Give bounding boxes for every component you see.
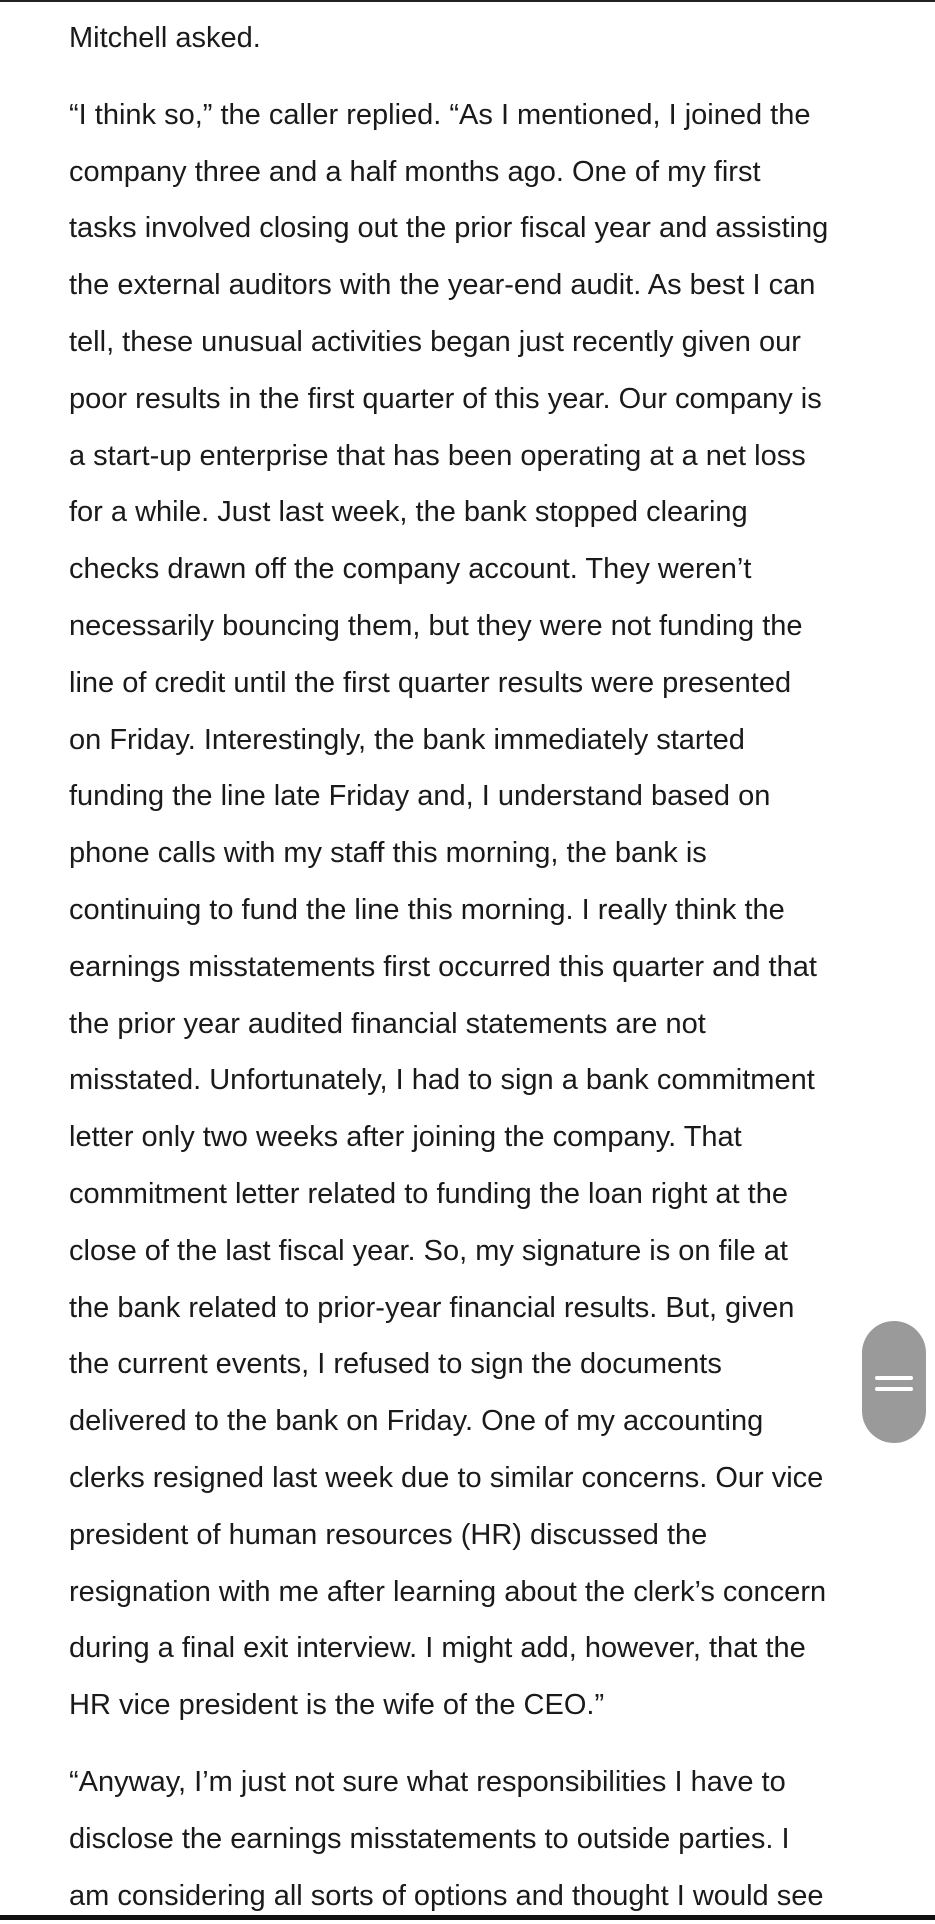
text-line: line of credit until the first quarter results were presented xyxy=(69,655,875,712)
paragraph xyxy=(69,1754,875,1924)
paragraph xyxy=(69,87,875,1734)
text-line: necessarily bouncing them, but they were not funding the xyxy=(69,598,875,655)
text-line: checks drawn off the company account. They weren’t xyxy=(69,541,875,598)
text-line: funding the line late Friday and, I understand based on xyxy=(69,768,875,825)
text-line: the bank related to prior-year financial results. But, given xyxy=(69,1280,875,1337)
text-line: HR vice president is the wife of the CEO.” xyxy=(69,1677,875,1734)
text-line: delivered to the bank on Friday. One of my accounting xyxy=(69,1393,875,1450)
text-line: on Friday. Interestingly, the bank immediately started xyxy=(69,712,875,769)
text-line: am considering all sorts of options and thought I would see xyxy=(69,1868,875,1924)
text-line: “I think so,” the caller replied. “As I mentioned, I joined the xyxy=(69,87,875,144)
top-divider xyxy=(0,0,935,2)
text-line: for a while. Just last week, the bank stopped clearing xyxy=(69,484,875,541)
text-line: resignation with me after learning about the clerk’s concern xyxy=(69,1564,875,1621)
text-line: the current events, I refused to sign the documents xyxy=(69,1336,875,1393)
text-line: misstated. Unfortunately, I had to sign a bank commitment xyxy=(69,1052,875,1109)
text-line: during a final exit interview. I might add, however, that the xyxy=(69,1620,875,1677)
text-line: letter only two weeks after joining the company. That xyxy=(69,1109,875,1166)
text-line: poor results in the first quarter of this year. Our company is xyxy=(69,371,875,428)
text-line: earnings misstatements first occurred this quarter and that xyxy=(69,939,875,996)
bottom-divider xyxy=(0,1915,935,1920)
text-line: close of the last fiscal year. So, my signature is on file at xyxy=(69,1223,875,1280)
text-line: clerks resigned last week due to similar concerns. Our vice xyxy=(69,1450,875,1507)
text-line: the prior year audited financial statements are not xyxy=(69,996,875,1053)
text-line: Mitchell asked. xyxy=(69,10,875,67)
text-line: a start-up enterprise that has been operating at a net loss xyxy=(69,428,875,485)
scroll-handle[interactable] xyxy=(862,1321,926,1443)
text-line: tasks involved closing out the prior fiscal year and assisting xyxy=(69,200,875,257)
paragraph xyxy=(69,10,875,67)
text-line: “Anyway, I’m just not sure what responsibilities I have to xyxy=(69,1754,875,1811)
text-line: company three and a half months ago. One of my first xyxy=(69,144,875,201)
text-line: president of human resources (HR) discussed the xyxy=(69,1507,875,1564)
text-line: the external auditors with the year-end audit. As best I can xyxy=(69,257,875,314)
text-line: tell, these unusual activities began just recently given our xyxy=(69,314,875,371)
reading-pane[interactable] xyxy=(69,10,875,1924)
text-line: disclose the earnings misstatements to outside parties. I xyxy=(69,1811,875,1868)
text-line: continuing to fund the line this morning. I really think the xyxy=(69,882,875,939)
text-line: phone calls with my staff this morning, the bank is xyxy=(69,825,875,882)
text-line: commitment letter related to funding the loan right at the xyxy=(69,1166,875,1223)
